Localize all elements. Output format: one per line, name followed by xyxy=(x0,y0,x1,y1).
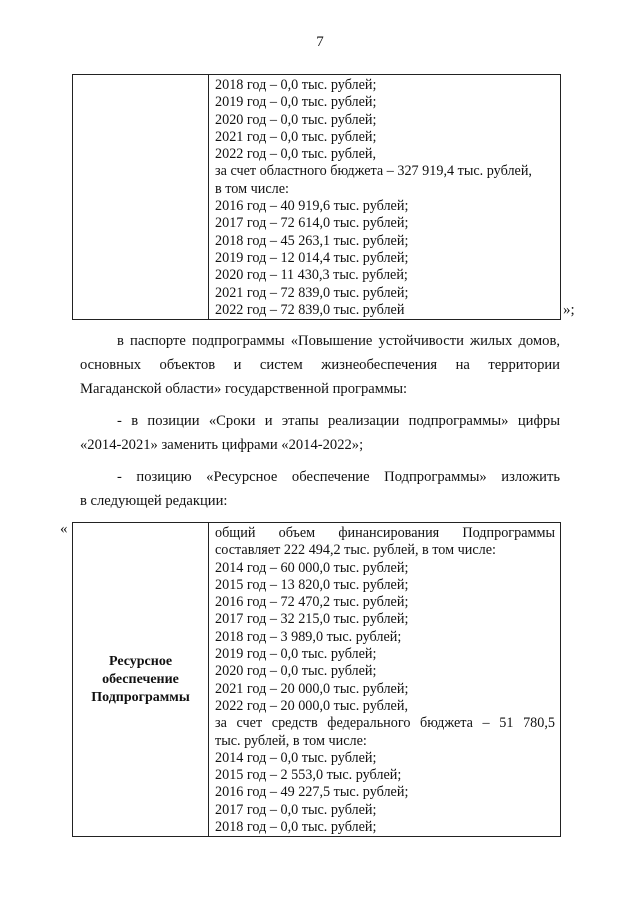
opening-quote: « xyxy=(60,521,68,537)
table1-line: 2020 год – 11 430,3 тыс. рублей; xyxy=(215,267,408,284)
paragraph-line: в следующей редакции: xyxy=(80,493,228,509)
table1-label-cell xyxy=(73,75,209,320)
closing-quote: »; xyxy=(563,302,575,318)
resource-provision-content-cell xyxy=(209,523,561,837)
table1-line: 2018 год – 45 263,1 тыс. рублей; xyxy=(215,232,409,249)
table2-line: 2019 год – 0,0 тыс. рублей; xyxy=(215,646,377,663)
table2-line: 2016 год – 49 227,5 тыс. рублей; xyxy=(215,784,409,801)
paragraph-line: Магаданской области» государственной программы: xyxy=(80,381,408,397)
table1-line: за счет областного бюджета – 327 919,4 тыс. рублей, xyxy=(215,163,532,180)
table2-line: 2017 год – 0,0 тыс. рублей; xyxy=(215,801,377,818)
table2-line: 2016 год – 72 470,2 тыс. рублей; xyxy=(215,594,409,611)
resource-provision-label xyxy=(73,653,208,707)
table2-line: 2015 год – 13 820,0 тыс. рублей; xyxy=(215,576,409,593)
table1-line: 2018 год – 0,0 тыс. рублей; xyxy=(215,77,377,93)
paragraph-line: «2014-2021» заменить цифрами «2014-2022»; xyxy=(80,437,364,453)
paragraph-line: основных объектов и систем жизнеобеспечения на территории xyxy=(80,357,560,373)
label-line: Подпрограммы xyxy=(91,689,190,705)
resource-provision-label-cell xyxy=(73,523,209,837)
table1-line: 2020 год – 0,0 тыс. рублей; xyxy=(215,111,377,128)
table2-line: 2022 год – 20 000,0 тыс. рублей, xyxy=(215,697,408,714)
page-number: 7 xyxy=(316,34,324,50)
table1-line: 2017 год – 72 614,0 тыс. рублей; xyxy=(215,215,409,232)
paragraph-line: - в позиции «Сроки и этапы реализации подпрограммы» цифры xyxy=(117,413,560,429)
table2-line: 2015 год – 2 553,0 тыс. рублей; xyxy=(215,767,402,784)
label-line: Ресурсное xyxy=(108,653,173,669)
table1-line: в том числе: xyxy=(215,180,289,197)
table2-line: 2020 год – 0,0 тыс. рублей; xyxy=(215,663,377,680)
table2-line: 2018 год – 3 989,0 тыс. рублей; xyxy=(215,628,402,645)
table2-line: за счет средств федерального бюджета – 51 780,5 xyxy=(215,715,555,732)
label-line: обеспечение xyxy=(102,671,179,687)
table1-line: 2019 год – 0,0 тыс. рублей; xyxy=(215,94,377,111)
table2-line: 2021 год – 20 000,0 тыс. рублей; xyxy=(215,680,409,697)
table2-line: 2018 год – 0,0 тыс. рублей; xyxy=(215,819,377,836)
table1-line: 2019 год – 12 014,4 тыс. рублей; xyxy=(215,249,409,266)
table1-content-cell xyxy=(209,75,561,320)
paragraph-line: в паспорте подпрограммы «Повышение устойчивости жилых домов, xyxy=(117,333,560,349)
table1-line: 2021 год – 0,0 тыс. рублей; xyxy=(215,128,377,145)
table1-line: 2022 год – 72 839,0 тыс. рублей xyxy=(215,301,405,318)
table2-line: 2014 год – 0,0 тыс. рублей; xyxy=(215,749,377,766)
table2-line: 2014 год – 60 000,0 тыс. рублей; xyxy=(215,559,409,576)
table1-line: 2016 год – 40 919,6 тыс. рублей; xyxy=(215,198,409,215)
table2-line: 2017 год – 32 215,0 тыс. рублей; xyxy=(215,611,409,628)
table1-line: 2022 год – 0,0 тыс. рублей, xyxy=(215,146,377,163)
funding-table-continued xyxy=(72,74,561,320)
table2-line: тыс. рублей, в том числе: xyxy=(215,732,367,749)
resource-provision-table xyxy=(72,522,561,837)
table1-line: 2021 год – 72 839,0 тыс. рублей; xyxy=(215,284,409,301)
table2-line: составляет 222 494,2 тыс. рублей, в том числе: xyxy=(215,542,496,559)
paragraph-line: - позицию «Ресурсное обеспечение Подпрограммы» изложить xyxy=(117,469,560,485)
table2-line: общий объем финансирования Подпрограммы xyxy=(215,525,555,541)
